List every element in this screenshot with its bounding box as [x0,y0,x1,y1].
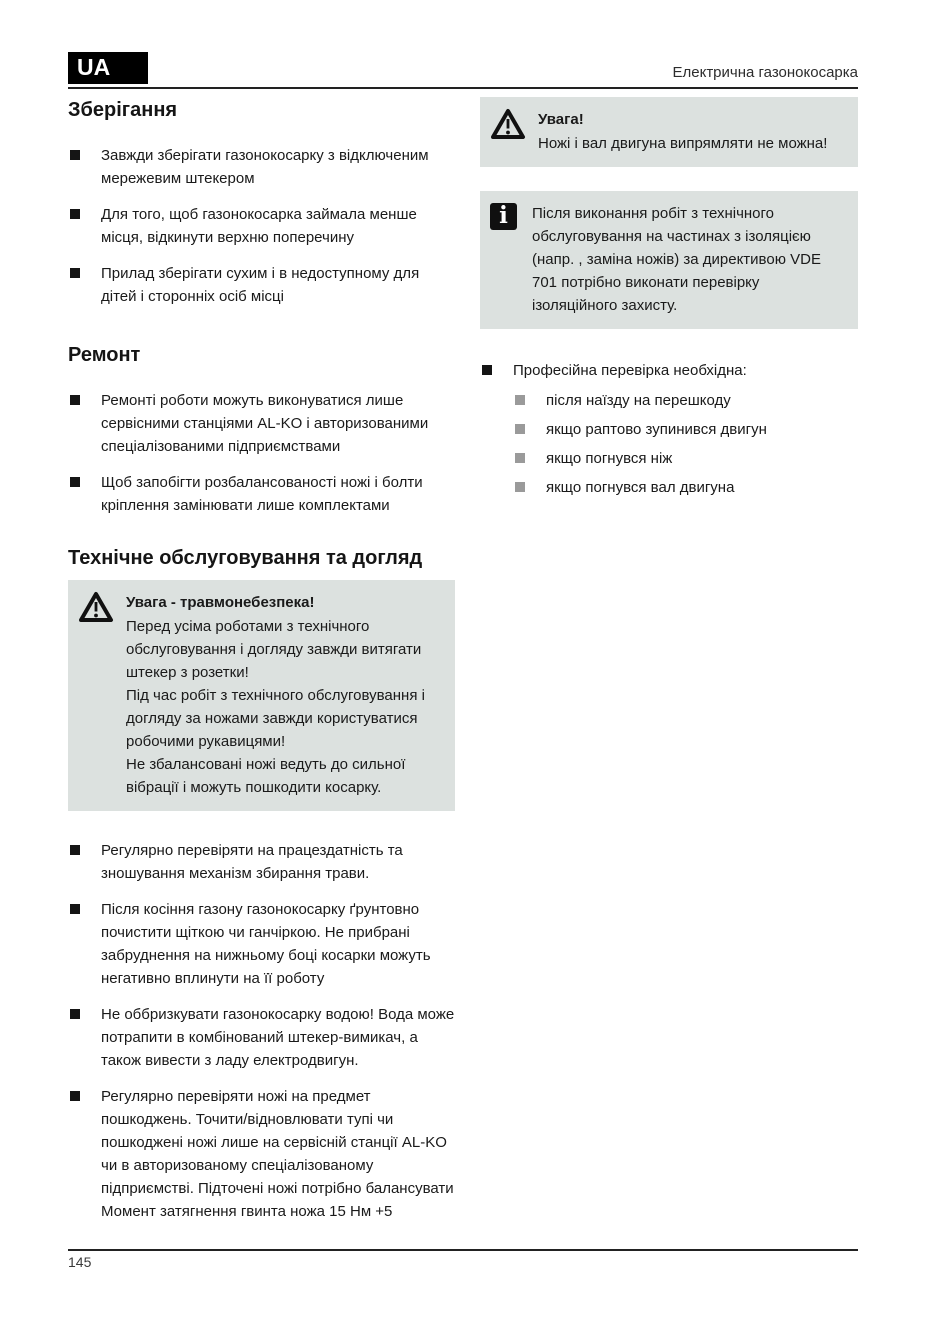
list-item-text: якщо раптово зупинився двигун [546,421,767,439]
list-item [68,839,455,885]
bullet-square-icon [482,365,492,375]
bullet-square-icon [70,904,80,914]
warning-triangle-icon [490,108,526,145]
section-title-storage: Зберігання [68,99,178,122]
list-item [513,389,858,412]
maintenance-list [68,839,455,1223]
page-header [68,52,858,89]
bullet-square-icon [70,1091,80,1101]
list-item-text: після наїзду на перешкоду [546,392,731,410]
list-item [68,262,455,308]
list-item [480,359,858,499]
bullet-square-icon [70,477,80,487]
list-item-text: якщо погнувся вал двигуна [546,479,735,497]
info-icon [490,203,517,230]
two-column-layout [68,97,858,1236]
list-item-text: якщо погнувся ніж [546,450,673,468]
running-header-title: Електрична газонокосарка [672,64,858,82]
warning-box-title: Увага - травмонебезпека! [126,594,315,612]
vde-info-box [480,191,858,329]
warning-paragraph: Не збалансовані ножі ведуть до сильної вібрації і можуть пошкодити косарку. [126,756,406,797]
warning-paragraph: Ножі і вал двигуна випрямляти не можна! [538,135,828,153]
section-title-repair: Ремонт [68,344,141,367]
bullet-square-gray-icon [515,424,525,434]
warning-box-title: Увага! [538,111,584,129]
list-item [68,203,455,249]
info-box-content [532,202,846,317]
right-column [480,97,858,1236]
list-item [68,389,455,458]
warning-paragraph: Перед усіма роботами з технічного обслуговування і догляду завжди витягати штекер з розетки! [126,618,422,682]
repair-list [68,389,455,517]
bullet-square-icon [70,150,80,160]
left-column [68,97,455,1236]
language-badge: UA [68,52,148,84]
bullet-square-gray-icon [515,395,525,405]
inspection-list [480,359,858,499]
torque-note: Момент затягнення гвинта ножа 15 Нм +5 [101,1203,393,1221]
list-item-text: Після косіння газону газонокосарку ґрунтовно почистити щіткою чи ганчіркою. Не прибрані забруднення на нижньому боці косарки можуть негативно вплинути на її роботу [101,901,431,988]
list-item-text: Не оббризкувати газонокосарку водою! Вода може потрапити в комбінований штекер-вимикач, а також вивести з ладу електродвигун. [101,1006,455,1070]
list-item [68,1085,455,1223]
list-item-text: Щоб запобігти розбалансованості ножі і болти кріплення замінювати лише комплектами [101,474,423,515]
bullet-square-gray-icon [515,453,525,463]
bullet-square-icon [70,845,80,855]
list-item-text: Регулярно перевіряти на працездатність та зношування механізм збирання трави. [101,842,403,883]
list-item-text: Професійна перевірка необхідна: [513,362,747,380]
page-footer [68,1249,858,1270]
list-item-text: Прилад зберігати сухим і в недоступному для дітей і сторонніх осіб місці [101,265,420,306]
bullet-square-gray-icon [515,482,525,492]
list-item [68,898,455,990]
inspection-sub-list [513,389,858,499]
warning-paragraph: Під час робіт з технічного обслуговування і догляду за ножами завжди користуватися робочими рукавицями! [126,687,425,751]
list-item [68,471,455,517]
list-item [68,144,455,190]
list-item [513,476,858,499]
blade-warning-box [480,97,858,167]
warning-box-content [538,108,846,155]
bullet-square-icon [70,209,80,219]
storage-list [68,144,455,308]
page-content [68,52,858,1236]
info-paragraph: Після виконання робіт з технічного обслуговування на частинах з ізоляцією (напр. , заміна ножів) за директивою VDE 701 потрібно виконати перевірку ізоляційного захисту. [532,205,821,315]
list-item [68,1003,455,1072]
maintenance-warning-box [68,580,455,811]
list-item [513,418,858,441]
list-item [513,447,858,470]
info-icon-glyph: i [490,203,517,230]
list-item-text: Для того, щоб газонокосарка займала менше місця, відкинути верхню поперечину [101,206,417,247]
list-item-text: Регулярно перевіряти ножі на предмет пошкоджень. Точити/відновлювати тупі чи пошкоджені ножі лише на сервісній станції AL-KO чи в авторизованому спеціалізованому підприємстві. Підточені ножі потрібно балансувати [101,1088,454,1198]
bullet-square-icon [70,268,80,278]
warning-triangle-icon [78,591,114,628]
page-number: 145 [68,1254,92,1270]
list-item-text: Завжди зберігати газонокосарку з відключеним мережевим штекером [101,147,429,188]
warning-box-content [126,591,443,799]
section-title-maintenance: Технічне обслуговування та догляд [68,547,423,570]
bullet-square-icon [70,395,80,405]
list-item-text: Ремонті роботи можуть виконуватися лише сервісними станціями AL-KO і авторизованими спеціалізованими підприємствами [101,392,429,456]
bullet-square-icon [70,1009,80,1019]
